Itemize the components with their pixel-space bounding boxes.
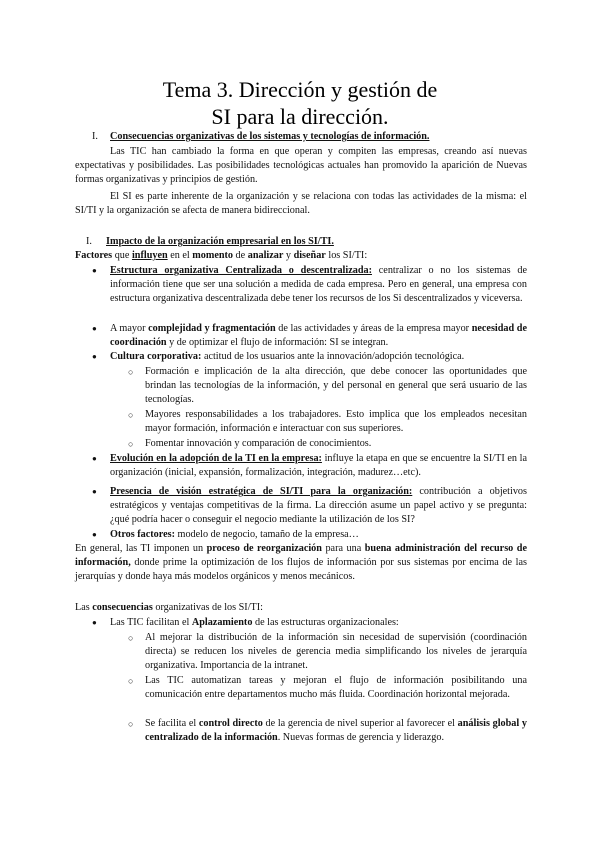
- sub-item-responsabilidades: Mayores responsabilidades a los trabajadores. Esto implica que los empleados necesitan mayor formación, información e interactuar con sus superiores.: [145, 409, 527, 435]
- list-item-vision: [110, 485, 527, 528]
- summary-text-2: para una: [321, 543, 365, 554]
- list-item-estructura: [110, 264, 527, 307]
- bullet-icon: [92, 485, 97, 499]
- aplazamiento-bold: Aplazamiento: [191, 617, 253, 628]
- sub-bullet-icon: [128, 717, 133, 732]
- factors-word: Factores: [75, 250, 113, 261]
- complejidad-bold: complejidad y fragmentación: [148, 323, 276, 334]
- complejidad-text-1: A mayor: [110, 323, 149, 334]
- sub-item-formacion: Formación e implicación de la alta dirección, que debe conocer las oportunidades que brindan las tecnologías de la información, y del personal en general que será usuario de las tecnologías.: [145, 366, 527, 406]
- bullet-icon: [92, 350, 97, 364]
- summary-text-3: donde prime la optimización de los flujos de información por sus sistemas por encima de las jerarquías y donde haya más modelos orgánicos y menos mecánicos.: [75, 557, 527, 583]
- cultura-label: Cultura corporativa:: [110, 351, 202, 362]
- sub-bullet-icon: [128, 631, 133, 646]
- bullet-icon: [92, 264, 97, 278]
- factors-intro: [75, 249, 527, 263]
- coordinacion-bold: necesidad de coordinación: [110, 323, 527, 349]
- consequences-bold: consecuencias: [92, 602, 153, 613]
- sub-item-innovacion: Fomentar innovación y comparación de conocimientos.: [145, 438, 372, 449]
- sub-bullet-icon: [128, 674, 133, 689]
- page-title-line-1: Tema 3. Dirección y gestión de: [162, 77, 438, 102]
- summary-bold-1: proceso de reorganización: [206, 543, 322, 554]
- estructura-label: Estructura organizativa Centralizada o descentralizada:: [110, 265, 372, 276]
- vision-label: Presencia de visión estratégica de SI/TI para la organización:: [110, 486, 413, 497]
- consequences-text-1: Las: [75, 602, 93, 613]
- list-item-aplazamiento: [110, 616, 527, 630]
- consequences-text-2: organizativas de los SI/TI:: [152, 602, 263, 613]
- sub-bullet-icon: [128, 408, 133, 423]
- disenar-word: diseñar: [293, 250, 326, 261]
- complejidad-text-3: y de optimizar el flujo de información: SI se integran.: [166, 337, 389, 349]
- cultura-text: actitud de los usuarios ante la innovación/adopción tecnológica.: [201, 351, 465, 362]
- evolucion-text: influye la etapa en que se encuentre la SI/TI en la organización (inicial, expansión, formalización, integración, madurez…etc).: [110, 453, 527, 479]
- factors-text-1: que: [112, 250, 132, 261]
- control-text-1: Se facilita el: [145, 718, 199, 729]
- bullet-icon: [92, 322, 97, 336]
- aplazamiento-text-2: de las estructuras organizacionales:: [252, 617, 399, 628]
- sub-item-control: [145, 717, 527, 745]
- page-title-line-2: SI para la dirección.: [211, 104, 389, 129]
- otros-text: modelo de negocio, tamaño de la empresa…: [174, 529, 359, 540]
- bullet-icon: [92, 616, 97, 630]
- sub-item-automatizan: Las TIC automatizan tareas y mejoran el flujo de información posibilitando una comunicación entre departamentos mucho más fluida. Coordinación horizontal mejorada.: [145, 675, 527, 701]
- sub-item-distribucion: Al mejorar la distribución de la información sin necesidad de supervisión (coordinación directa) se reducen los niveles de gerencia media simplificando los niveles de jerarquía organizativa. Importancia de la intranet.: [145, 632, 527, 672]
- section-2-heading: Impacto de la organización empresarial en los SI/TI.: [106, 236, 334, 247]
- complejidad-text-2: de las actividades y áreas de la empresa mayor: [275, 323, 472, 334]
- control-bold-2: análisis global y centralizado de la información: [145, 718, 527, 744]
- list-item-cultura: [110, 350, 527, 364]
- factors-text-4: y: [283, 250, 294, 261]
- aplazamiento-text-1: Las TIC facilitan el: [110, 617, 192, 628]
- bullet-icon: [92, 528, 97, 542]
- sub-bullet-icon: [128, 365, 133, 380]
- list-item-complejidad: [110, 322, 527, 350]
- section-1-number: I.: [92, 131, 98, 142]
- influyen-word: influyen: [131, 250, 168, 261]
- list-item-evolucion: [110, 452, 527, 480]
- summary-text-1: En general, las TI imponen un: [75, 543, 207, 554]
- control-bold-1: control directo: [198, 718, 263, 729]
- control-text-3: . Nuevas formas de gerencia y liderazgo.: [277, 732, 445, 744]
- evolucion-label: Evolución en la adopción de la TI en la empresa:: [110, 453, 322, 464]
- section-1-paragraph-1: Las TIC han cambiado la forma en que operan y compiten las empresas, creando así nuevas expectativas y posibilidades. Las posibilidades tecnológicas actuales han promovido la aparición de Nuevas formas organizativas y principios de gestión.: [75, 146, 527, 186]
- vision-text: contribución a objetivos estratégicos y ventajas competitivas de la firma. La dirección asume un papel activo y se pregunta: ¿qué podría hacer o conseguir el negocio mediante la utilización de los SI?: [110, 486, 527, 526]
- estructura-text: centralizar o no los sistemas de información tiene que ser una solución a medida de cada empresa. Pero en general, una empresa con estructura organizativa descentralizada debe tener los recursos de los Si descentralizados y viceversa.: [110, 265, 527, 305]
- factors-text-5: los SI/TI:: [325, 250, 368, 261]
- sub-bullet-icon: [128, 437, 133, 452]
- factors-text-2: en el: [167, 250, 193, 261]
- list-item-otros: [110, 528, 527, 542]
- bullet-icon: [92, 452, 97, 466]
- consequences-intro: [75, 601, 527, 615]
- analizar-word: analizar: [247, 250, 284, 261]
- otros-label: Otros factores:: [110, 529, 175, 540]
- summary-paragraph: [75, 542, 527, 585]
- summary-bold-2: buena administración del recurso de información,: [75, 543, 527, 569]
- factors-text-3: de: [233, 250, 248, 261]
- control-text-2: de la gerencia de nivel superior al favorecer el: [262, 718, 458, 729]
- section-1-heading: Consecuencias organizativas de los sistemas y tecnologías de información.: [110, 131, 430, 142]
- momento-word: momento: [192, 250, 233, 261]
- section-1-paragraph-2: El SI es parte inherente de la organización y se relaciona con todas las actividades de la misma: el SI/TI y la organización se afecta de manera bidireccional.: [75, 191, 527, 217]
- section-2-number: I.: [86, 236, 92, 247]
